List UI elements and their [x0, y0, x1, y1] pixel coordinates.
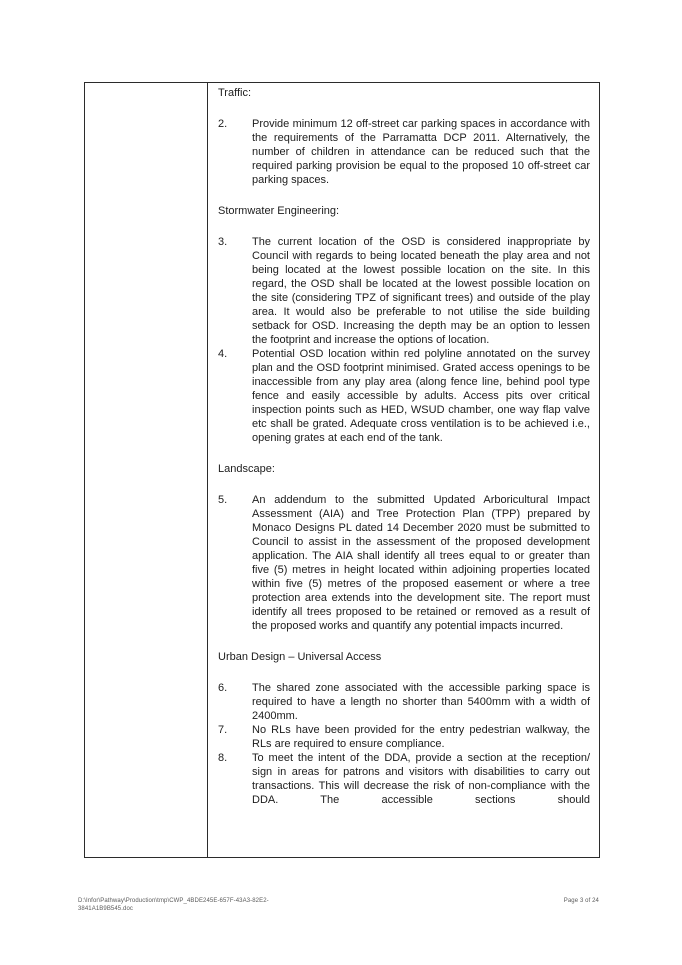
footer-file-path-line1: D:\Infor\Pathway\Production\tmp\CWP_4BDE245E-657F-43A3-82E2-: [78, 898, 269, 904]
page-footer: [78, 897, 599, 913]
condition-item: [218, 493, 590, 633]
document-section: [218, 204, 590, 445]
section-heading: Urban Design – Universal Access: [218, 651, 382, 663]
item-number: 8.: [218, 752, 228, 764]
numbered-list: [218, 681, 590, 807]
condition-item: [218, 751, 590, 807]
item-text: Provide minimum 12 off-street car parking spaces in accordance with the requirements of the Parramatta DCP 2011. Alternatively, the number of children in attendance can be reduced such that the required parking provision be equal to the proposed 10 off-street car parking spaces.: [252, 118, 590, 186]
item-number: 5.: [218, 494, 228, 506]
item-number: 3.: [218, 236, 228, 248]
item-number: 4.: [218, 348, 228, 360]
document-section: [218, 650, 590, 807]
item-number: 2.: [218, 118, 228, 130]
item-text: No RLs have been provided for the entry pedestrian walkway, the RLs are required to ensure compliance.: [252, 724, 590, 750]
section-heading: Stormwater Engineering:: [218, 205, 340, 217]
table-left-cell: [85, 83, 208, 857]
table-conditions-cell: [208, 83, 599, 857]
condition-item: [218, 681, 590, 723]
section-heading: Traffic:: [218, 87, 252, 99]
item-text: An addendum to the submitted Updated Arboricultural Impact Assessment (AIA) and Tree Protection Plan (TPP) prepared by Monaco Designs PL dated 14 December 2020 must be submitted to Council to assist in the assessment of the proposed development application. The AIA shall identify all trees equal to or greater than five (5) metres in height located within adjoining properties located within five (5) metres of the proposed easement or where a tree protection area extends into the development site. The report must identify all trees proposed to be retained or removed as a result of the proposed works and quantify any potential impacts incurred.: [252, 494, 590, 632]
item-text: To meet the intent of the DDA, provide a section at the reception/ sign in areas for patrons and visitors with disabilities to carry out transactions. This will decrease the risk of non-compliance with the DDA. The accessible sections should: [252, 752, 590, 806]
document-section: [218, 86, 590, 187]
item-text: The shared zone associated with the accessible parking space is required to have a length no shorter than 5400mm with a width of 2400mm.: [252, 682, 590, 722]
numbered-list: [218, 493, 590, 633]
condition-item: [218, 723, 590, 751]
section-heading: Landscape:: [218, 463, 275, 475]
item-number: 6.: [218, 682, 228, 694]
item-text: Potential OSD location within red polyline annotated on the survey plan and the OSD footprint minimised. Grated access openings to be inaccessible from any play area (along fence line, behind pool type fence and easily accessible by adults. Access pits over critical inspection points such as HED, WSUD chamber, one way flap valve etc shall be grated. Adequate cross ventilation is to be achieved i.e., opening grates at each end of the tank.: [252, 348, 590, 444]
conditions-table: [84, 82, 600, 858]
numbered-list: [218, 235, 590, 445]
document-section: [218, 462, 590, 633]
condition-item: [218, 117, 590, 187]
footer-file-path-line2: 3841A1B9B545.doc: [78, 906, 133, 912]
numbered-list: [218, 117, 590, 187]
footer-page-number: Page 3 of 24: [563, 898, 599, 904]
item-number: 7.: [218, 724, 228, 736]
footer-file-path: [78, 897, 269, 913]
condition-item: [218, 235, 590, 347]
item-text: The current location of the OSD is considered inappropriate by Council with regards to being located beneath the play area and not being located at the lowest possible location on the site. In this regard, the OSD shall be located at the lowest possible location on the site (considering TPZ of significant trees) and outside of the play area. It would also be preferable to not utilise the side building setback for OSD. Increasing the depth may be an option to lessen the footprint and increase the options of location.: [252, 236, 590, 346]
condition-item: [218, 347, 590, 445]
